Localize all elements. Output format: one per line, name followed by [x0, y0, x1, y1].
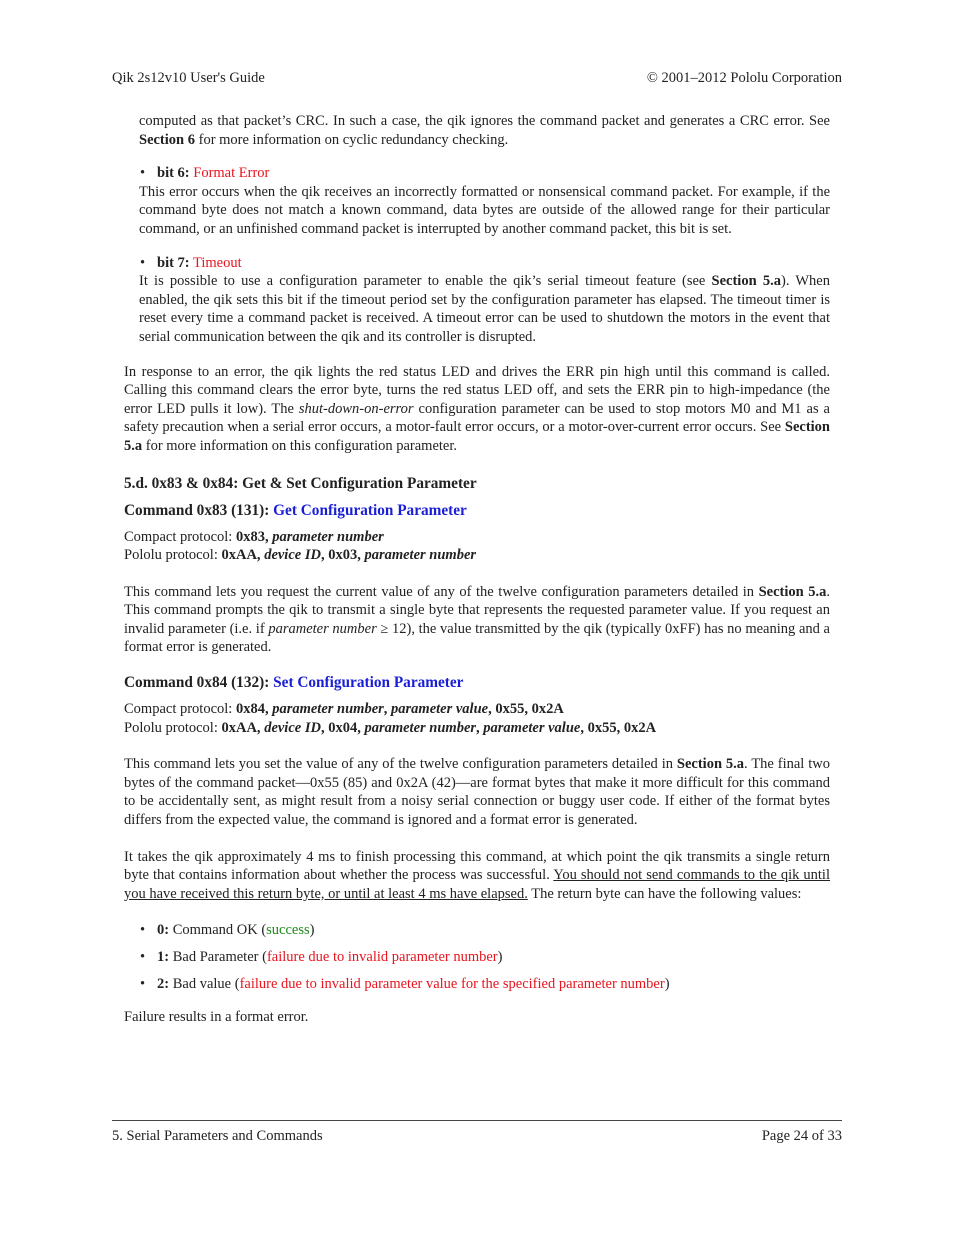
cmd-0x84-pololu: Pololu protocol: 0xAA, device ID, 0x04, parameter number, parameter value, 0x55, 0x2A	[124, 719, 657, 736]
cmd-0x84-timing: It takes the qik approximately 4 ms to finish processing this command, at which point the qik transmits a single return byte that contains information about whether the process was successful. You should not send commands to the qik until you have received this return byte, or until at least 4 ms have elapsed. The return byte can have the following values:	[124, 848, 830, 902]
cmd-0x83-heading: Command 0x83 (131): Get Configuration Parameter	[124, 501, 467, 519]
page-header	[112, 69, 842, 89]
error-response-paragraph: In response to an error, the qik lights the red status LED and drives the ERR pin high until this command is called. Calling this command clears the error byte, turns the red status LED off, and sets the ERR pin to high-impedance (the error LED pulls it low). The shut-down-on-error configuration parameter can be used to stop motors M0 and M1 as a safety precaution when a serial error occurs, a motor-fault error occurs, or a motor-over-current error occurs. See Section 5.a for more information on this configuration parameter.	[124, 363, 830, 454]
bit-6-item: • bit 6: Format Error	[140, 164, 830, 183]
bit-6-description: This error occurs when the qik receives an incorrectly formatted or nonsensical command packet. For example, if the command byte does not match a known command, data bytes are outside of the allowed range for their particular command, or an unfinished command packet is interrupted by another command packet, this bit is set.	[139, 183, 830, 237]
cmd-0x84-heading: Command 0x84 (132): Set Configuration Parameter	[124, 674, 464, 692]
return-value-item: • 1: Bad Parameter (failure due to invalid parameter number)	[140, 948, 830, 967]
timing-warning: You should not send commands to the qik until you have received this return byte, or until at least 4 ms have elapsed.	[124, 867, 830, 902]
bit-7-description: It is possible to use a configuration parameter to enable the qik’s serial timeout feature (see Section 5.a). When enabled, the qik sets this bit if the timeout period set by the configuration parameter has elapsed. The timeout timer is reset every time a command packet is received. A timeout error can be used to shutdown the motors in the event that serial communication between the qik and its controller is disrupted.	[139, 273, 830, 345]
header-title: Qik 2s12v10 User's Guide	[112, 70, 265, 86]
cmd-0x83-pololu: Pololu protocol: 0xAA, device ID, 0x03, parameter number	[124, 547, 477, 564]
page-footer	[112, 1120, 842, 1144]
failure-note: Failure results in a format error.	[124, 1009, 309, 1026]
bit-7-item: • bit 7: Timeout	[140, 254, 830, 273]
cmd-0x84-compact: Compact protocol: 0x84, parameter number, parameter value, 0x55, 0x2A	[124, 701, 564, 718]
footer-section: 5. Serial Parameters and Commands	[112, 1128, 323, 1144]
page-content	[124, 112, 830, 1027]
cmd-0x83-description: This command lets you request the current value of any of the twelve configuration parameters detailed in Section 5.a. This command prompts the qik to transmit a single byte that represents the requested parameter value. If you request an invalid parameter (i.e. if parameter number ≥ 12), the value transmitted by the qik (typically 0xFF) has no meaning and a format error is generated.	[124, 583, 831, 656]
bit-6-name: Format Error	[193, 165, 270, 182]
page-number: Page 24 of 33	[761, 1128, 842, 1144]
cmd-0x83-name: Get Configuration Parameter	[273, 501, 467, 519]
cmd-0x84-description: This command lets you set the value of any of the twelve configuration parameters detailed in Section 5.a. The final two bytes of the command packet—0x55 (85) and 0x2A (42)—are format bytes that make it more difficult for this command to be accidentally sent, as might result from a noisy serial connection or buggy user code. If either of the format bytes differs from the expected value, the command is ignored and a format error is generated.	[124, 756, 830, 829]
return-value-item: • 0: Command OK (success)	[140, 921, 830, 940]
crc-continuation: computed as that packet’s CRC. In such a case, the qik ignores the command packet and generates a CRC error. See Section 6 for more information on cyclic redundancy checking.	[139, 113, 830, 148]
return-value-item: • 2: Bad value (failure due to invalid parameter value for the specified parameter number)	[140, 975, 830, 994]
header-copyright: © 2001–2012 Pololu Corporation	[646, 70, 842, 86]
cmd-0x83-compact: Compact protocol: 0x83, parameter number	[124, 528, 384, 545]
cmd-0x84-name: Set Configuration Parameter	[273, 674, 464, 692]
section-6-link: Section 6	[139, 131, 195, 148]
bit-7-name: Timeout	[193, 254, 242, 271]
section-heading: 5.d. 0x83 & 0x84: Get & Set Configuration Parameter	[124, 474, 477, 492]
